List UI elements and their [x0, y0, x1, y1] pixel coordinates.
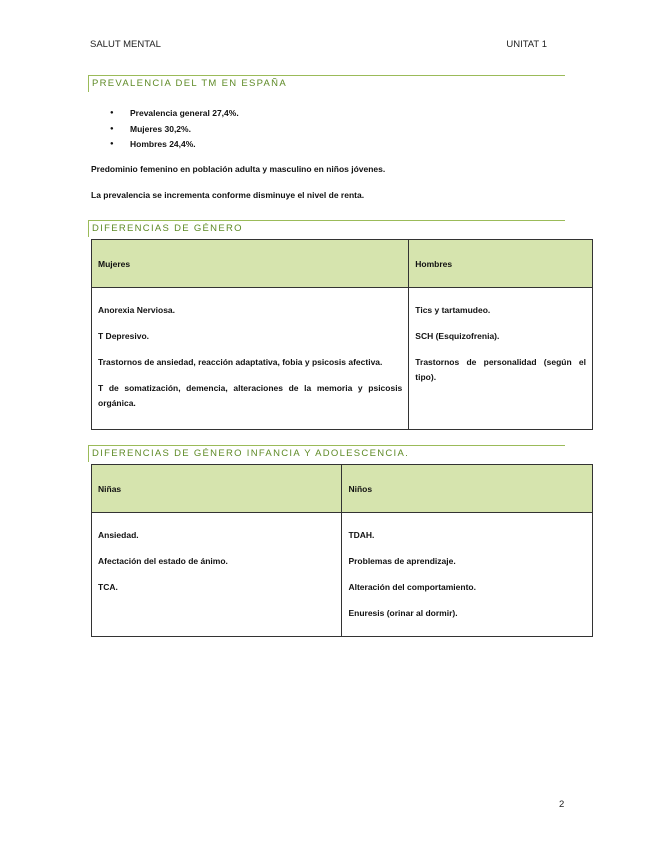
table-header-ninas: Niñas	[92, 465, 342, 513]
section-heading-infancia-adolescencia: DIFERENCIAS DE GÉNERO INFANCIA Y ADOLESCENCIA.	[88, 445, 565, 462]
section-heading-prevalencia: PREVALENCIA DEL TM EN ESPAÑA	[88, 75, 565, 92]
table-cell-mujeres	[92, 288, 409, 430]
list-item: SCH (Esquizofrenia).	[415, 331, 500, 341]
table-cell-ninos	[342, 513, 593, 637]
list-item: TCA.	[98, 582, 118, 592]
list-item: TDAH.	[348, 530, 375, 540]
section-heading-diferencias-genero: DIFERENCIAS DE GÉNERO	[88, 220, 565, 237]
list-item: Anorexia Nerviosa.	[98, 305, 176, 315]
header-title-right: UNITAT 1	[506, 39, 547, 50]
child-gender-differences-table	[91, 464, 593, 637]
prevalence-bullet-list	[110, 106, 239, 153]
list-item: Tics y tartamudeo.	[415, 305, 491, 315]
list-item: Trastornos de personalidad (según el tipo).	[415, 357, 586, 382]
table-header-hombres: Hombres	[409, 240, 593, 288]
page-number: 2	[559, 799, 565, 810]
list-item: T Depresivo.	[98, 331, 150, 341]
bullet-item: ● Mujeres 30,2%.	[110, 122, 239, 138]
table-header-mujeres: Mujeres	[92, 240, 409, 288]
list-item: Alteración del comportamiento.	[348, 582, 476, 592]
table-cell-hombres	[409, 288, 593, 430]
bullet-item: ● Prevalencia general 27,4%.	[110, 106, 239, 122]
paragraph-renta: La prevalencia se incrementa conforme disminuye el nivel de renta.	[91, 190, 365, 200]
table-cell-ninas	[92, 513, 342, 637]
header-title-left: SALUT MENTAL	[90, 39, 161, 50]
list-item: T de somatización, demencia, alteraciones de la memoria y psicosis orgánica.	[98, 383, 403, 408]
table-row	[92, 513, 593, 637]
list-item: Trastornos de ansiedad, reacción adaptativa, fobia y psicosis afectiva.	[98, 357, 383, 367]
table-header-row	[92, 240, 593, 288]
list-item: Enuresis (orinar al dormir).	[348, 608, 458, 618]
table-header-ninos: Niños	[342, 465, 593, 513]
bullet-item: ● Hombres 24,4%.	[110, 137, 239, 153]
gender-differences-table	[91, 239, 593, 430]
paragraph-predominio: Predominio femenino en población adulta y masculino en niños jóvenes.	[91, 164, 386, 174]
table-header-row	[92, 465, 593, 513]
list-item: Afectación del estado de ánimo.	[98, 556, 228, 566]
list-item: Problemas de aprendizaje.	[348, 556, 456, 566]
list-item: Ansiedad.	[98, 530, 139, 540]
table-row	[92, 288, 593, 430]
